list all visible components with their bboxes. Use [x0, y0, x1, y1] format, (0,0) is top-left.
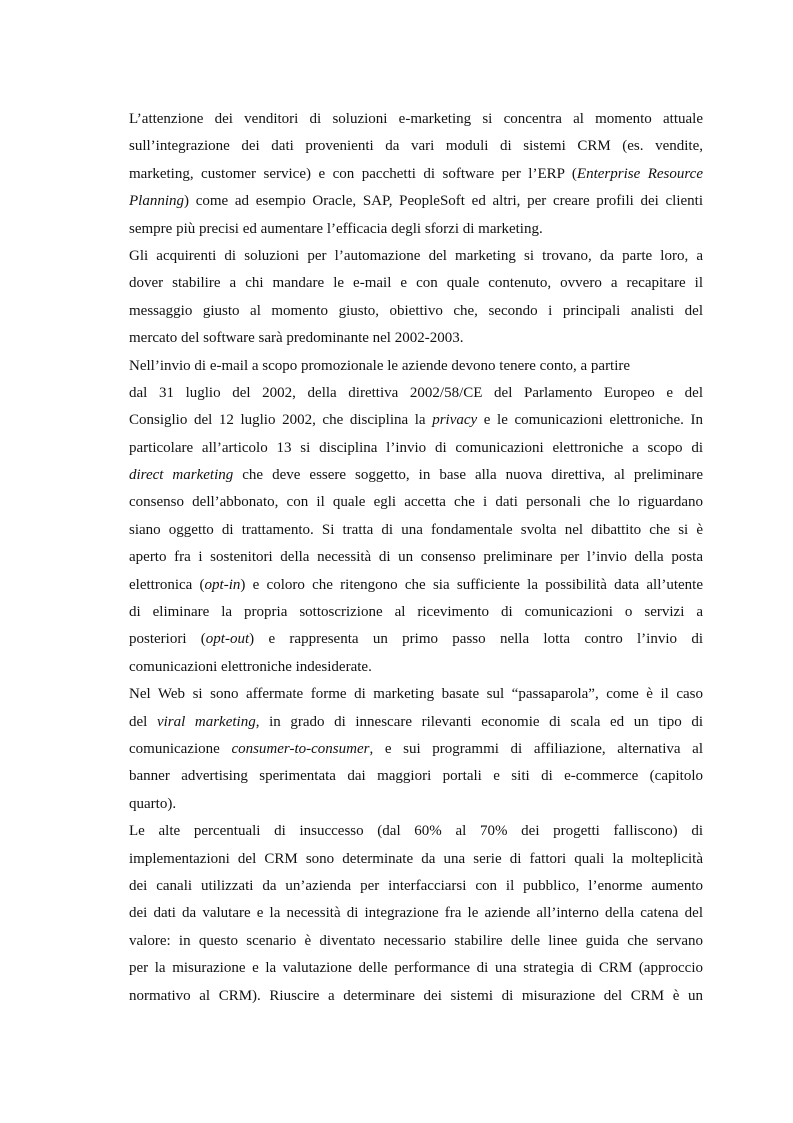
text-line [129, 626, 703, 653]
text-line [129, 435, 703, 462]
text-segment: comunicazioni elettroniche indesiderate. [129, 658, 372, 675]
text-segment: siano oggetto di trattamento. Si tratta di una fondamentale svolta nel dibattito che si è [129, 521, 703, 538]
text-line [129, 846, 703, 873]
text-segment: posteriori ( [129, 631, 206, 648]
text-segment: consenso dell’abbonato, con il quale egli accetta che i dati personali che lo riguardano [129, 494, 703, 511]
text-segment: dei canali utilizzati da un’azienda per interfacciarsi con il pubblico, l’enorme aumento [129, 877, 703, 894]
text-line [129, 763, 703, 790]
text-segment: marketing, customer service) e con pacchetti di software per l’ERP ( [129, 165, 577, 182]
text-line [129, 544, 703, 571]
text-segment: di eliminare la propria sottoscrizione al ricevimento di comunicazioni o servizi a [129, 604, 703, 621]
text-line [129, 243, 703, 270]
paragraph [129, 681, 703, 818]
text-segment: banner advertising sperimentata dai maggiori portali e siti di e-commerce (capitolo [129, 768, 703, 785]
text-line [129, 681, 703, 708]
text-segment: sull’integrazione dei dati provenienti da vari moduli di sistemi CRM (es. vendite, [129, 138, 703, 155]
text-segment: messaggio giusto al momento giusto, obiettivo che, secondo i principali analisti del [129, 302, 703, 319]
text-segment: per la misurazione e la valutazione delle performance di una strategia di CRM (approccio [129, 960, 703, 977]
text-line [129, 353, 703, 380]
text-line [129, 736, 703, 763]
text-line [129, 462, 703, 489]
text-line [129, 325, 703, 352]
text-line [129, 791, 703, 818]
text-segment: valore: in questo scenario è diventato necessario stabilire delle linee guida che servano [129, 932, 703, 949]
text-line [129, 928, 703, 955]
text-segment: dal 31 luglio del 2002, della direttiva 2002/58/CE del Parlamento Europeo e del [129, 384, 703, 401]
text-segment: aperto fra i sostenitori della necessità di un consenso preliminare per l’invio della posta [129, 549, 703, 566]
text-line [129, 599, 703, 626]
text-line [129, 380, 703, 407]
text-line [129, 873, 703, 900]
text-segment: sempre più precisi ed aumentare l’efficacia degli sforzi di marketing. [129, 220, 543, 237]
text-line [129, 709, 703, 736]
italic-term: consumer-to-consumer [231, 740, 370, 757]
text-segment: particolare all’articolo 13 si disciplina l’invio di comunicazioni elettroniche a scopo di [129, 439, 703, 456]
text-segment: ) e coloro che ritengono che sia sufficiente la possibilità data all’utente [240, 576, 704, 593]
text-segment: elettronica ( [129, 576, 205, 593]
text-line [129, 188, 703, 215]
text-line [129, 489, 703, 516]
text-line [129, 216, 703, 243]
text-segment: quarto). [129, 795, 177, 812]
text-segment: Le alte percentuali di insuccesso (dal 60% al 70% dei progetti falliscono) di [129, 823, 703, 840]
text-segment: implementazioni del CRM sono determinate da una serie di fattori quali la molteplicità [129, 850, 703, 867]
text-segment: mercato del software sarà predominante nel 2002-2003. [129, 330, 464, 347]
italic-term: privacy [432, 412, 478, 429]
text-segment: , e sui programmi di affiliazione, alternativa al [369, 740, 704, 757]
text-segment: Nel Web si sono affermate forme di marketing basate sul “passaparola”, come è il caso [129, 686, 703, 703]
text-segment: normativo al CRM). Riuscire a determinare dei sistemi di misurazione del CRM è un [129, 987, 703, 1004]
text-line [129, 818, 703, 845]
italic-term: viral marketing [156, 713, 256, 730]
text-segment: , in grado di innescare rilevanti economie di scala ed un tipo di [255, 713, 703, 730]
text-line [129, 161, 703, 188]
text-line [129, 106, 703, 133]
text-segment: comunicazione [129, 740, 232, 757]
italic-term: opt-out [205, 631, 250, 648]
paragraph [129, 353, 703, 682]
document-body [129, 106, 703, 1010]
text-line [129, 517, 703, 544]
text-segment: Consiglio del 12 luglio 2002, che disciplina la [129, 412, 433, 429]
italic-term: opt-in [204, 576, 241, 593]
text-line [129, 572, 703, 599]
text-line [129, 407, 703, 434]
paragraph [129, 106, 703, 243]
text-segment: dei dati da valutare e la necessità di integrazione fra le aziende all’interno della catena del [129, 905, 703, 922]
italic-term: Planning [129, 193, 184, 210]
text-segment: dover stabilire a chi mandare le e-mail e con quale contenuto, ovvero a recapitare il [129, 275, 703, 292]
text-segment: L’attenzione dei venditori di soluzioni e-marketing si concentra al momento attuale [129, 111, 703, 127]
paragraph [129, 243, 703, 353]
text-line [129, 900, 703, 927]
text-segment: ) e rappresenta un primo passo nella lotta contro l’invio di [249, 631, 703, 648]
text-segment: e le comunicazioni elettroniche. In [477, 412, 703, 429]
text-segment: Nell’invio di e-mail a scopo promozionale le aziende devono tenere conto, a partire [129, 357, 631, 374]
italic-term: direct marketing [129, 467, 234, 484]
text-line [129, 298, 703, 325]
text-segment: del [129, 713, 157, 730]
text-segment: che deve essere soggetto, in base alla nuova direttiva, al preliminare [233, 467, 703, 484]
text-segment: Gli acquirenti di soluzioni per l’automazione del marketing si trovano, da parte loro, a [129, 247, 703, 264]
text-line [129, 270, 703, 297]
text-line [129, 955, 703, 982]
text-line [129, 654, 703, 681]
paragraph [129, 818, 703, 1010]
text-segment: ) come ad esempio Oracle, SAP, PeopleSoft ed altri, per creare profili dei clienti [184, 193, 703, 210]
italic-term: Enterprise Resource [576, 165, 703, 182]
text-line [129, 133, 703, 160]
text-line [129, 983, 703, 1010]
